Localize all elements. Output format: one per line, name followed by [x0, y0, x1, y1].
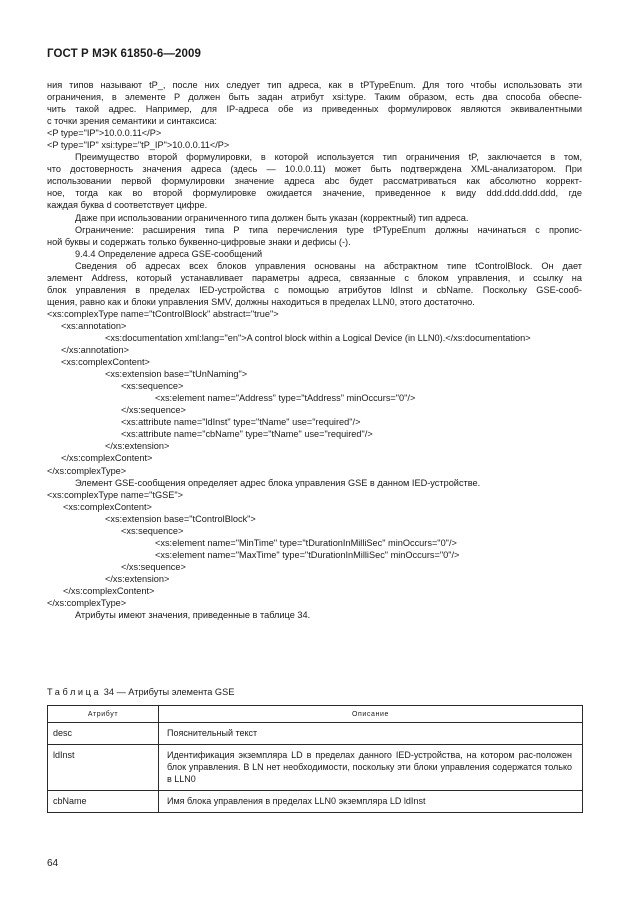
text-line: блок управления в пределах IED-устройства с помощью атрибутов ldInst и cbName. Поскольку GSE-сооб-: [47, 284, 582, 295]
text-line: Ограничение: расширения типа P типа перечисления type tPTypeEnum должны начинаться с пропис-: [75, 224, 582, 235]
page-header-title: ГОСТ Р МЭК 61850-6—2009: [47, 48, 201, 60]
code-line: <xs:element name="Address" type="tAddress" minOccurs="0"/>: [155, 393, 416, 404]
attribute-cell: desc: [48, 723, 159, 745]
code-line: <xs:element name="MinTime" type="tDurationInMilliSec" minOccurs="0"/>: [155, 537, 457, 548]
description-cell: Имя блока управления в пределах LLN0 экземпляра LD ldInst: [159, 791, 583, 813]
attribute-cell: ldInst: [48, 745, 159, 791]
table-row: [48, 745, 583, 791]
description-cell: Пояснительный текст: [159, 723, 583, 745]
text-line: с точки зрения семантики и синтаксиса:: [47, 116, 217, 127]
text-line: Атрибуты имеют значения, приведенные в таблице 34.: [75, 610, 311, 621]
code-line: </xs:complexContent>: [63, 585, 155, 596]
text-line: ния типов называют tP_, после них следует тип адреса, как в tPTypeEnum. Для того чтобы использовать эти: [47, 80, 582, 90]
text-line: ное, тогда как во второй формулировке ожидается значение, приведенное к виду ddd.ddd.ddd.ddd, где: [47, 188, 582, 199]
code-line: <xs:sequence>: [121, 525, 184, 536]
code-line: </xs:extension>: [105, 441, 170, 452]
text-line: Сведения об адресах всех блоков управления основаны на абстрактном типе tControlBlock. Он дает: [75, 260, 582, 271]
code-line: <xs:element name="MaxTime" type="tDurationInMilliSec" minOccurs="0"/>: [155, 549, 460, 560]
text-line: каждая буква d соответствует цифре.: [47, 200, 208, 211]
table-row: [48, 723, 583, 745]
code-line: <xs:extension base="tControlBlock">: [105, 513, 256, 524]
text-line: щения, равно как и блоки управления SMV, должны находиться в пределах LLN0, этого достаточно.: [47, 296, 475, 307]
code-line: <xs:complexContent>: [61, 357, 150, 368]
code-line: <xs:complexType name="tGSE">: [47, 489, 183, 500]
code-line: <xs:annotation>: [61, 320, 127, 331]
column-header-attribute: Атрибут: [48, 706, 159, 723]
code-line: </xs:sequence>: [121, 561, 186, 572]
code-line: <xs:complexContent>: [63, 501, 152, 512]
code-line: <xs:extension base="tUnNaming">: [105, 369, 248, 380]
text-line: Преимущество второй формулировки, в которой используется тип ограничения tP, заключается в том,: [75, 152, 582, 163]
description-cell: Идентификация экземпляра LD в пределах данного IED-устройства, на котором рас-положен блок управления. В LN нет необходимости, поскольку эти блоки управления содержатся только в LLN0: [159, 745, 583, 791]
code-line: </xs:sequence>: [121, 405, 186, 416]
code-line: </xs:extension>: [105, 573, 170, 584]
code-line: <P type="IP">10.0.0.11</P>: [47, 128, 162, 139]
code-line: </xs:complexType>: [47, 465, 127, 476]
column-header-description: Описание: [159, 706, 583, 723]
text-line: ограничения, в элементе P должен быть задан атрибут xsi:type. Таким образом, есть два способа обеспе-: [47, 92, 582, 103]
table-caption-title: 34 — Атрибуты элемента GSE: [103, 687, 235, 697]
text-line: Даже при использовании ограниченного типа должен быть указан (корректный) тип адреса.: [75, 212, 469, 223]
code-line: <xs:complexType name="tControlBlock" abstract="true">: [47, 308, 279, 319]
body-text: [47, 79, 582, 621]
code-line: <xs:sequence>: [121, 381, 184, 392]
code-line: <P type="IP" xsi:type="tP_IP">10.0.0.11</P>: [47, 140, 230, 151]
section-heading: 9.4.4 Определение адреса GSE-сообщений: [75, 248, 263, 259]
table-caption: [47, 687, 234, 697]
text-line: использовании первой формулировки значение адреса abc будет рассматриваться как абсолютно коррект-: [47, 176, 582, 187]
text-line: Элемент GSE-сообщения определяет адрес блока управления GSE в данном IED-устройстве.: [75, 477, 481, 488]
text-line: что достоверность значения адреса (здесь — 10.0.0.11) может быть подтверждена XML-анализатором. При: [47, 164, 582, 175]
text-line: чить такой адрес. Например, для IP-адреса обе из приведенных формулировок являются эквивалентными: [47, 104, 582, 115]
code-line: <xs:attribute name="cbName" type="tName" use="required"/>: [121, 429, 373, 440]
code-line: <xs:documentation xml:lang="en">A control block within a Logical Device (in LLN0).</xs:documentation>: [105, 332, 531, 343]
attribute-cell: cbName: [48, 791, 159, 813]
attributes-table: [47, 705, 583, 813]
code-line: </xs:complexType>: [47, 598, 127, 609]
code-line: </xs:annotation>: [61, 345, 129, 356]
table-header-row: [48, 706, 583, 723]
text-line: ной буквы и содержать только буквенно-цифровые знаки и дефисы (-).: [47, 236, 351, 247]
table-row: [48, 791, 583, 813]
text-line: элемент Address, который устанавливает параметры адреса, связанные с блоком управления, и ссылку на: [47, 272, 582, 283]
code-line: <xs:attribute name="ldInst" type="tName" use="required"/>: [121, 417, 361, 428]
code-line: </xs:complexContent>: [61, 453, 153, 464]
page-number: 64: [47, 858, 59, 869]
table-caption-prefix: Таблица: [47, 687, 102, 697]
